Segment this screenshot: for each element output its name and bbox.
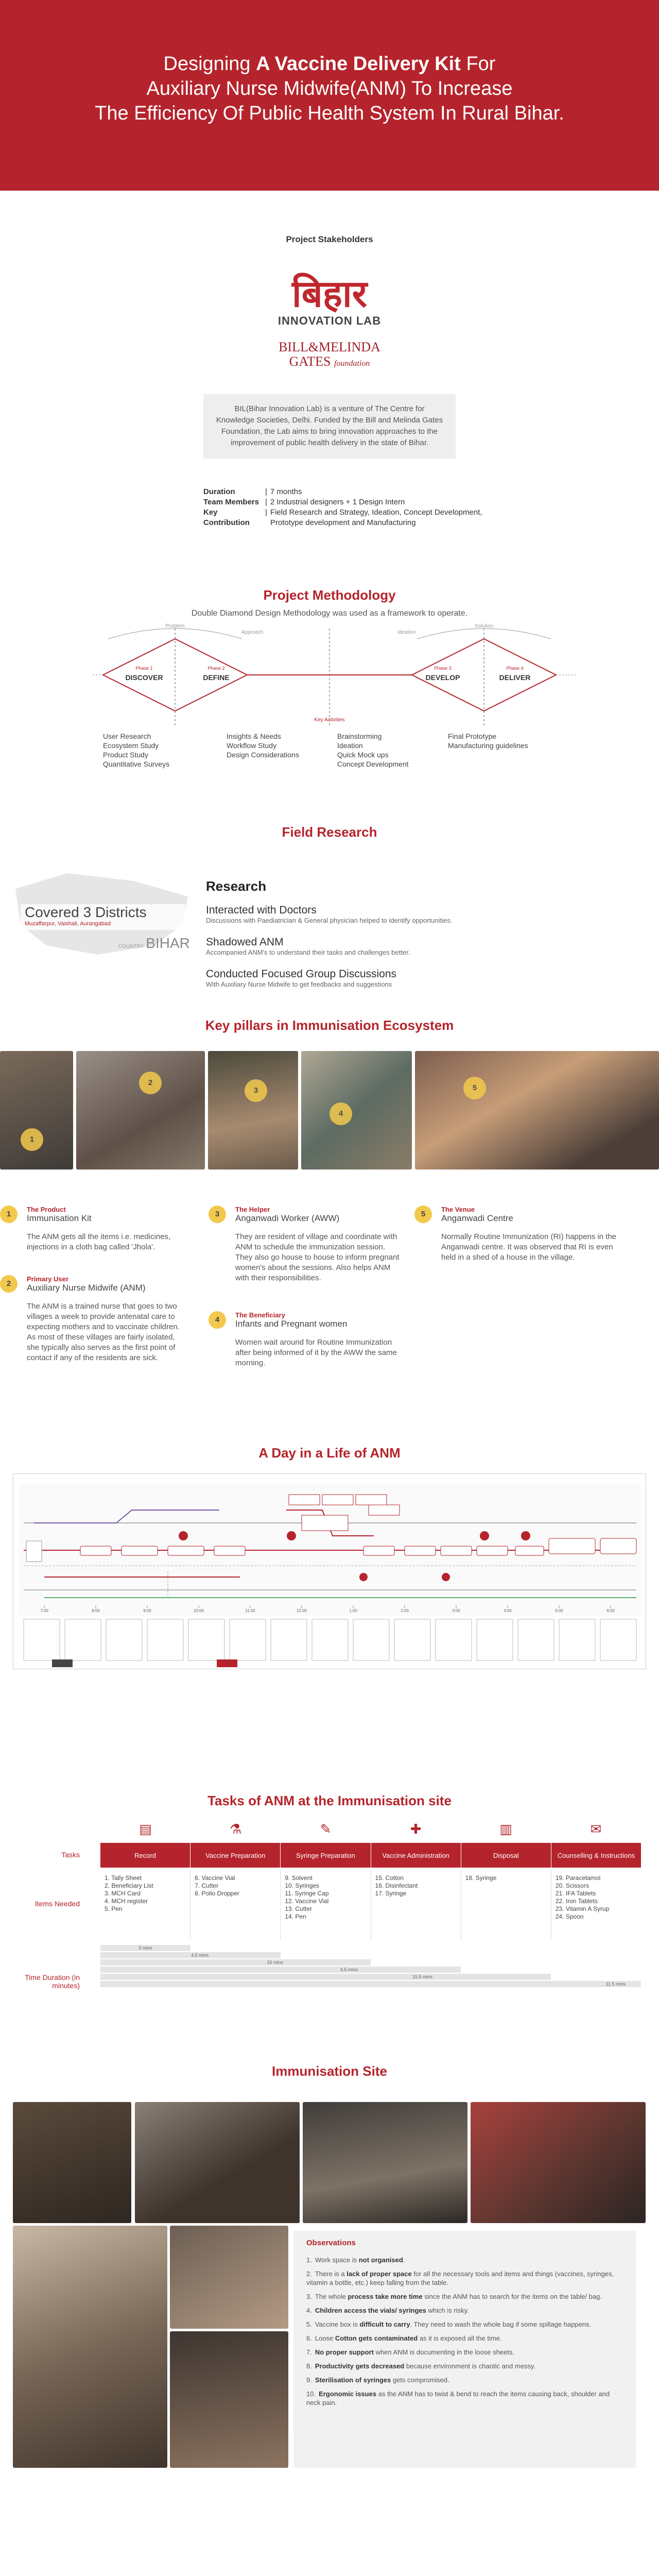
observation-number: 1.: [306, 2256, 312, 2264]
research-item: [206, 968, 628, 988]
task-icons-row: [100, 1821, 641, 1842]
observation-highlight: Cotton gets contaminated: [335, 2334, 418, 2342]
observation-number: 6.: [306, 2334, 312, 2342]
task-item: 9. Solvent: [285, 1874, 313, 1882]
pillar-text: Women wait around for Routine Immunization after being informed of it by the AWW the same morning.: [235, 1338, 397, 1367]
observation-text: .: [403, 2256, 405, 2264]
bin-icon: ▥: [499, 1821, 512, 1837]
observations-panel: [293, 2231, 636, 2468]
phase-num: Phase 4: [506, 666, 524, 671]
observation-text: gets compromised.: [391, 2376, 449, 2384]
observation-text: as it is exposed all the time.: [418, 2334, 502, 2342]
activity: Concept Development: [337, 760, 409, 768]
task-item: 19. Paracetamol: [555, 1874, 601, 1882]
observation-highlight: Productivity gets decreased: [315, 2362, 405, 2370]
observation-text: when ANM is documenting in the loose sheets.: [373, 2348, 515, 2356]
info-label: Team Members: [203, 498, 259, 506]
pillar-photo-marker: 3: [245, 1079, 267, 1102]
pillar-photo-marker: 2: [139, 1072, 162, 1094]
state-name: BIHAR: [146, 935, 190, 951]
research-item-heading: Shadowed ANM: [206, 936, 284, 948]
phase-name: DISCOVER: [125, 673, 163, 682]
research-item-heading: Conducted Focused Group Discussions: [206, 968, 397, 980]
observation-text: since the ANM has to search for the items on the table/ bag.: [422, 2293, 602, 2300]
observation-text: The whole: [315, 2293, 348, 2300]
duration-bars: [100, 1945, 641, 1991]
task-name: Syringe Preparation: [281, 1843, 371, 1868]
observation-number: 9.: [306, 2376, 312, 2384]
hero-line1-pre: Designing: [163, 53, 256, 75]
activity: User Research: [103, 732, 151, 740]
activity: Quick Mock ups: [337, 751, 389, 759]
time-tick: 4:00: [504, 1608, 512, 1613]
task-name: Record: [100, 1843, 190, 1868]
task-item: 22. Iron Tablets: [555, 1897, 598, 1905]
observation-text: as the ANM has to twist & bend to reach the items causing back, shoulder and neck pain.: [306, 2390, 610, 2406]
observation-item: [306, 2362, 623, 2370]
gates-line1: BILL&MELINDA: [279, 340, 380, 354]
site-title: Immunisation Site: [272, 2063, 387, 2079]
pillar-name: Immunisation Kit: [27, 1213, 92, 1223]
observation-highlight: process take more time: [348, 2293, 423, 2300]
activity: Insights & Needs: [227, 732, 281, 740]
pillar-text: They are resident of village and coordinate with ANM to schedule the immunization session. They also go house to house to inform pregnant women's about the sessions. Also helps ANM with their responsibilities.: [235, 1232, 400, 1282]
site-photo: [13, 2102, 131, 2223]
task-item: 1. Tally Sheet: [105, 1874, 142, 1882]
pillar-photo: [415, 1051, 659, 1170]
task-item: 18. Syringe: [465, 1874, 497, 1882]
pillar-label: The Helper: [235, 1206, 270, 1213]
task-items-row: [100, 1870, 641, 1940]
time-tick: 1:00: [349, 1608, 357, 1613]
row-label-tasks: Tasks: [61, 1851, 80, 1859]
pillar-name: Anganwadi Worker (AWW): [235, 1213, 340, 1223]
observation-number: 3.: [306, 2293, 312, 2300]
task-item: 8. Polio Dropper: [195, 1890, 239, 1897]
observation-item: [306, 2269, 623, 2287]
research-heading: Research: [206, 878, 267, 894]
task-name: Disposal: [461, 1843, 551, 1868]
field-research-title: Field Research: [282, 824, 377, 840]
project-info: Duration | 7 months Team Members | 2 Industrial designers + 1 Design Intern Key Contribution | Field Research and Strategy, Ideation, Concept Development, Prototype development and Manufacturing: [203, 487, 492, 528]
observation-text: Vaccine box is: [315, 2320, 360, 2328]
districts-card: [21, 904, 185, 930]
key-activities-label: Key Activities: [314, 717, 345, 723]
covered-districts: Covered 3 Districts: [25, 904, 147, 920]
task-name: Vaccine Preparation: [190, 1843, 281, 1868]
observation-text: There is a: [315, 2270, 347, 2278]
info-value: Field Research and Strategy, Ideation, Concept Development, Prototype development and Manufacturing: [270, 508, 482, 527]
task-item: 2. Beneficiary List: [105, 1882, 153, 1889]
pillar-photo-marker: 5: [463, 1077, 486, 1099]
activities-row: [103, 732, 566, 769]
state-label: [118, 935, 190, 952]
task-item: 7. Cutter: [195, 1882, 219, 1889]
pillar-label: Primary User: [27, 1275, 68, 1283]
pillar-number: 3: [209, 1206, 226, 1223]
phase-num: Phase 2: [207, 666, 225, 671]
task-item: 17. Syringe: [375, 1890, 407, 1897]
observation-text: because environment is chaotic and messy.: [404, 2362, 536, 2370]
task-item: 5. Pen: [105, 1905, 123, 1912]
research-item-text: Discussions with Paediatrician & General physician helped to identify opportunities.: [206, 917, 453, 924]
task-item: 20. Scissors: [555, 1882, 589, 1889]
pillar-label: The Venue: [441, 1206, 475, 1213]
activity: Brainstorming: [337, 732, 382, 740]
duration-bar: 5 mins: [100, 1945, 190, 1951]
observation-item: [306, 2348, 623, 2357]
time-tick: 5:00: [555, 1608, 563, 1613]
observation-text: . They need to wash the whole bag if some spillage happens.: [410, 2320, 592, 2328]
research-item: [206, 904, 628, 936]
task-item: 14. Pen: [285, 1913, 306, 1920]
duration-bar: 4.5 mins: [100, 1967, 461, 1973]
pillar-number: 4: [209, 1311, 226, 1329]
observation-item: [306, 2376, 623, 2384]
pillar-number: 5: [414, 1206, 432, 1223]
info-label: Key Contribution: [203, 508, 250, 527]
day-timeline-panel: [13, 1473, 646, 1669]
pillar-photo: [208, 1051, 298, 1170]
pillars-title: Key pillars in Immunisation Ecosystem: [205, 1018, 454, 1033]
pillar-number: 2: [0, 1275, 18, 1293]
task-item: 16. Disinfectant: [375, 1882, 418, 1889]
task-item: 21. IFA Tablets: [555, 1890, 596, 1897]
stakeholders-title: Project Stakeholders: [286, 234, 373, 244]
observation-item: [306, 2292, 623, 2301]
site-photo: [303, 2102, 467, 2223]
pillar-photo-marker: 1: [21, 1128, 43, 1151]
hero-line2: Auxiliary Nurse Midwife(ANM) To Increase: [146, 78, 513, 99]
double-diamond-diagram: [0, 618, 659, 732]
hero-banner: [0, 0, 659, 191]
observation-number: 10.: [306, 2390, 316, 2398]
task-item: 12. Vaccine Vial: [285, 1897, 329, 1905]
observation-item: [306, 2389, 623, 2407]
time-tick: 3:00: [452, 1608, 460, 1613]
task-item: 10. Syringes: [285, 1882, 320, 1889]
task-name: Vaccine Administration: [371, 1843, 461, 1868]
activity: Final Prototype: [448, 732, 497, 740]
observation-number: 4.: [306, 2307, 312, 2314]
task-item: 4. MCH register: [105, 1897, 148, 1905]
pillar-photo: [0, 1051, 73, 1170]
research-item: [206, 936, 628, 968]
logo-word: बिहार: [291, 272, 368, 315]
info-value: 2 Industrial designers + 1 Design Intern: [270, 498, 405, 506]
pillar-photo-marker: 4: [330, 1103, 352, 1125]
injection-icon: ✚: [410, 1821, 422, 1837]
time-tick: 12:00: [296, 1608, 307, 1613]
pillar-text: The ANM is a trained nurse that goes to two villages a week to provide antenatal care to expecting mothers and to vaccinate children. As most of these villages are fairly isolated, she typically also serves as the first point of contact if any of the residents are sick.: [27, 1302, 180, 1362]
task-item: 13. Cutter: [285, 1905, 313, 1912]
site-photo: [471, 2102, 646, 2223]
time-tick: 8:00: [92, 1608, 100, 1613]
country-label: COUNTRY: [118, 944, 144, 950]
observation-text: Work space is: [315, 2256, 359, 2264]
info-value: 7 months: [270, 487, 302, 496]
task-grid: [100, 1821, 641, 1991]
methodology-title: Project Methodology: [263, 587, 396, 603]
observation-text: for all the necessary tools and items and things (vaccines, syringes, vitamin a bottle, etc.) keep falling from the table.: [306, 2270, 614, 2286]
duration-bar: 4.5 mins: [100, 1952, 281, 1958]
observation-item: [306, 2256, 623, 2264]
observation-text: which is risky.: [426, 2307, 469, 2314]
time-tick: 10:00: [193, 1608, 204, 1613]
clipboard-icon: ▤: [139, 1821, 152, 1837]
observation-number: 7.: [306, 2348, 312, 2356]
day-in-life-title: A Day in a Life of ANM: [258, 1445, 401, 1461]
observation-highlight: Ergonomic issues: [319, 2390, 377, 2398]
pillar-label: The Product: [27, 1206, 66, 1213]
task-item: 23. Vitamin A Syrup: [555, 1905, 610, 1912]
pillar-name: Anganwadi Centre: [441, 1213, 513, 1223]
observations-title: Observations: [306, 2239, 356, 2247]
site-photo: [135, 2102, 300, 2223]
activity: Workflow Study: [227, 741, 276, 750]
vial-icon: ⚗: [229, 1821, 242, 1837]
row-label-duration: Time Duration (in minutes): [25, 1973, 80, 1990]
time-tick: 11:00: [245, 1608, 255, 1613]
observation-highlight: No proper support: [315, 2348, 374, 2356]
time-tick: 9:00: [143, 1608, 151, 1613]
task-header-row: [100, 1843, 641, 1868]
hero-title: [0, 52, 659, 126]
syringe-icon: ✎: [320, 1821, 332, 1837]
arc-label: Ideation: [397, 630, 416, 635]
pillar-name: Infants and Pregnant women: [235, 1319, 348, 1329]
phase-num: Phase 3: [434, 666, 452, 671]
advice-icon: ✉: [590, 1821, 602, 1837]
research-list: [206, 904, 628, 988]
time-tick: 2:00: [401, 1608, 409, 1613]
tasks-title: Tasks of ANM at the Immunisation site: [207, 1793, 452, 1808]
observation-item: [306, 2334, 623, 2343]
duration-bar: 15.5 mins: [100, 1974, 551, 1980]
phase-name: DEVELOP: [425, 673, 460, 682]
observation-highlight: Children access the vials/ syringes: [315, 2307, 426, 2314]
site-photo: [170, 2226, 288, 2329]
observation-number: 8.: [306, 2362, 312, 2370]
task-item: 24. Spoon: [555, 1913, 584, 1920]
gates-line2: GATES: [289, 354, 331, 369]
phase-name: DELIVER: [499, 673, 531, 682]
gates-line3: foundation: [334, 359, 370, 368]
hero-line1-bold: A Vaccine Delivery Kit: [256, 53, 461, 75]
pillar-text: Normally Routine Immunization (RI) happens in the Anganwadi centre. It was observed that RI is even held in a shed of a house in the village.: [441, 1232, 617, 1262]
observation-highlight: difficult to carry: [359, 2320, 410, 2328]
district-names: Muzaffarpur, Vaishali, Aurangabad: [25, 921, 111, 927]
arc-label: Solution: [474, 623, 494, 629]
hero-line3: The Efficiency Of Public Health System In Rural Bihar.: [95, 103, 564, 124]
site-photo: [170, 2331, 288, 2468]
duration-bar: 11.5 mins: [100, 1981, 641, 1987]
observation-item: [306, 2306, 623, 2315]
activity: Ecosystem Study: [103, 741, 159, 750]
arc-label: Approach: [241, 630, 264, 635]
pillar-text: The ANM gets all the items i.e. medicines, injections in a cloth bag called 'Jhola'.: [27, 1232, 171, 1251]
duration-bar: 15 mins: [100, 1959, 371, 1965]
task-item: 11. Syringe Cap: [285, 1890, 329, 1897]
observation-highlight: lack of proper space: [346, 2270, 412, 2278]
day-timeline-diagram: [13, 1474, 647, 1670]
activity: Quantitative Surveys: [103, 760, 170, 768]
methodology-subtitle: Double Diamond Design Methodology was used as a framework to operate.: [191, 609, 468, 618]
observation-number: 2.: [306, 2270, 312, 2278]
observation-text: Loose: [315, 2334, 335, 2342]
pillar-number: 1: [0, 1206, 18, 1223]
observation-item: [306, 2320, 623, 2329]
stakeholder-description: BIL(Bihar Innovation Lab) is a venture of The Centre for Knowledge Societies, Delhi. Funded by the Bill and Melinda Gates Foundation, the Lab aims to bring innovation approaches to the improvement of public health delivery in the state of Bihar.: [203, 394, 456, 459]
site-photo: [13, 2226, 167, 2468]
phase-num: Phase 1: [135, 666, 153, 671]
bihar-innovation-lab-logo: [268, 273, 391, 328]
task-item: 3. MCH Card: [105, 1890, 141, 1897]
observation-highlight: not organised: [358, 2256, 403, 2264]
time-tick: 6:00: [606, 1608, 615, 1613]
activity: Manufacturing guidelines: [448, 741, 528, 750]
time-tick: 7:00: [40, 1608, 48, 1613]
pillar-label: The Beneficiary: [235, 1311, 285, 1319]
activity: Design Considerations: [227, 751, 299, 759]
row-label-items: Items Needed: [34, 1900, 80, 1908]
research-item-heading: Interacted with Doctors: [206, 904, 317, 916]
task-item: 6. Vaccine Vial: [195, 1874, 235, 1882]
task-item: 15. Cotton: [375, 1874, 404, 1882]
pillar-photo: [301, 1051, 412, 1170]
phase-name: DEFINE: [203, 673, 230, 682]
activity: Product Study: [103, 751, 148, 759]
pillar-name: Auxiliary Nurse Midwife (ANM): [27, 1283, 146, 1293]
logo-sub: INNOVATION LAB: [278, 314, 381, 327]
task-name: Counselling & Instructions: [557, 1851, 635, 1859]
observation-highlight: Sterilisation of syringes: [315, 2376, 391, 2384]
activity: Ideation: [337, 741, 363, 750]
research-item-text: With Auxiliary Nurse Midwife to get feedbacks and suggestions: [206, 980, 392, 988]
pillar-photo: [76, 1051, 205, 1170]
observation-number: 5.: [306, 2320, 312, 2328]
info-label: Duration: [203, 487, 235, 496]
hero-line1-post: For: [460, 53, 496, 75]
arc-label: Problem: [165, 623, 185, 629]
gates-foundation-logo: [278, 340, 381, 371]
research-item-text: Accompanied ANM's to understand their tasks and challenges better.: [206, 948, 410, 956]
